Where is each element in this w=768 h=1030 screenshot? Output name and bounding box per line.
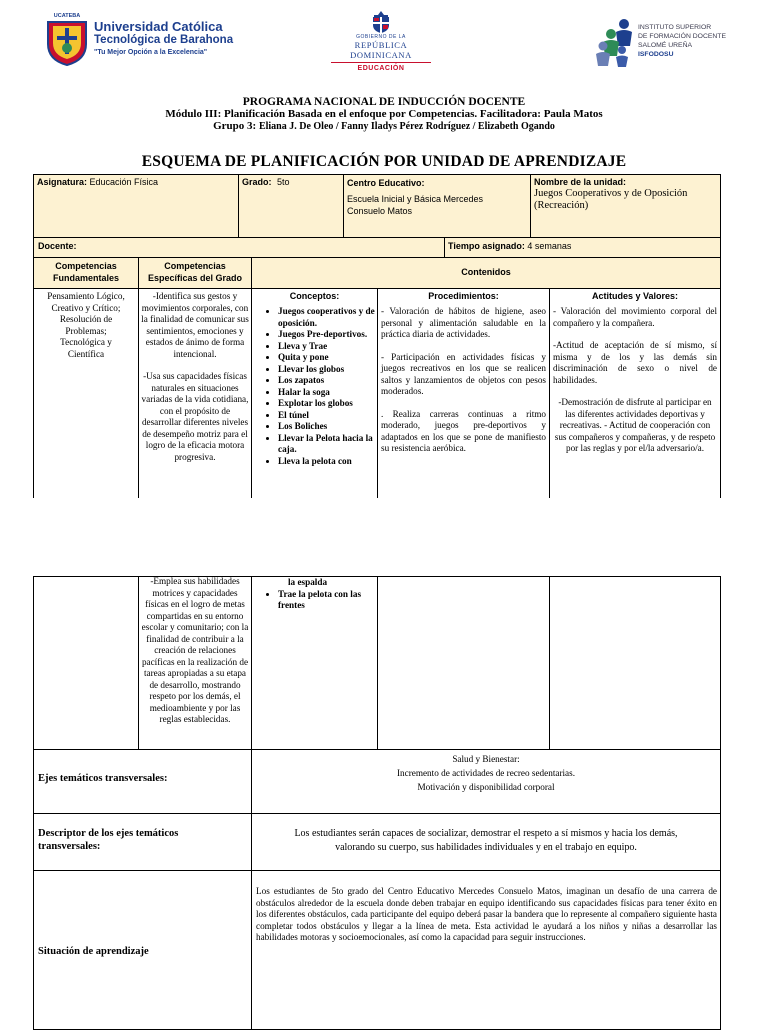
ucateba-line2: Tecnológica de Barahona bbox=[94, 34, 234, 46]
gobierno-line1: GOBIERNO DE LA bbox=[356, 34, 406, 40]
asignatura-field bbox=[37, 177, 158, 187]
situacion-text: Los estudiantes de 5to grado del Centro Educativo Mercedes Consuelo Matos, imaginan un desafío de una carrera de obstáculos alrededor de la escuela donde deben trabajar en equipo identificando sus capacidades físicas para tener éxito en los diferentes obstáculos, cada participante del equipo deberá pasar la bandera que lo represente al compañero siguiente hasta completar todos obstáculos y llegar a la línea de meta. Esta actividad le ayudará a los niños y niñas a desarrollar las habilidades motoras y socioemocionales, así como la capacidad para seguir instrucciones. bbox=[256, 886, 717, 942]
unidad-label: Nombre de la unidad: bbox=[534, 177, 627, 187]
fundamentales-header bbox=[33, 260, 139, 284]
gobierno-line2: REPÚBLICA DOMINICANA bbox=[350, 40, 412, 60]
group-label: Grupo 3: bbox=[213, 120, 257, 132]
unidad-value-line1: Juegos Cooperativos y de Oposición bbox=[534, 188, 688, 199]
ejes-line1: Salud y Bienestar: bbox=[452, 754, 520, 764]
isfodosu-line4: ISFODOSU bbox=[638, 51, 674, 58]
unidad-value-line2: (Recreación) bbox=[534, 200, 589, 211]
concept-continuation: la espalda bbox=[288, 577, 328, 587]
grado-label: Grado: bbox=[242, 177, 272, 187]
isfodosu-line3: SALOMÉ UREÑA bbox=[638, 42, 693, 49]
procedimientos-text bbox=[381, 306, 546, 455]
ucateba-shield-icon bbox=[44, 20, 90, 66]
fundamentales-cont-cell bbox=[33, 576, 139, 750]
ucateba-wordmark bbox=[94, 20, 233, 58]
ucateba-badge-label: UCATEBA bbox=[53, 13, 81, 19]
program-title: PROGRAMA NACIONAL DE INDUCCIÓN DOCENTE bbox=[242, 96, 526, 108]
descriptor-label bbox=[38, 827, 178, 853]
people-group-icon bbox=[594, 16, 636, 68]
concept-item: • Llevar los globos bbox=[278, 364, 376, 376]
ucateba-line1: Universidad Católica bbox=[94, 19, 223, 34]
asignatura-label: Asignatura: bbox=[37, 177, 88, 187]
conceptos-cont-list bbox=[256, 577, 376, 612]
procedimientos-cont-cell bbox=[377, 576, 550, 750]
actitudes-text bbox=[553, 306, 717, 455]
especificas-paragraph-3: -Emplea sus habilidades motrices y capacidades físicas en el logro de metas compartidas en su entorno escolar y comunitario; con la finalidad de contribuir a la creación de relaciones pacíficas en la realización de tareas apropiadas a su etapa de desarrollo, mostrando respeto por los demás, el medioambiente y por las reglas establecidas. bbox=[141, 576, 249, 724]
concept-item: • Quita y pone bbox=[278, 352, 376, 364]
concept-item: • Lleva y Trae bbox=[278, 341, 376, 353]
concept-item: • Los zapatos bbox=[278, 375, 376, 387]
fundamentales-line: Problemas; bbox=[65, 325, 107, 336]
contenidos-header: Contenidos bbox=[461, 267, 511, 277]
fundamentales-header-line1: Competencias bbox=[55, 261, 117, 271]
ucateba-tagline: "Tu Mejor Opción a la Excelencia" bbox=[94, 49, 208, 56]
concept-item: • Juegos Pre-deportivos. bbox=[278, 329, 376, 341]
isfodosu-wordmark bbox=[638, 23, 726, 59]
fundamentales-line: Resolución de bbox=[59, 314, 113, 324]
actitudes-cont-cell bbox=[549, 576, 721, 750]
tiempo-label: Tiempo asignado: bbox=[448, 241, 525, 251]
fundamentales-header-line2: Fundamentales bbox=[52, 273, 119, 283]
tiempo-value: 4 semanas bbox=[527, 241, 572, 251]
gobierno-rd-logo bbox=[328, 10, 434, 70]
descriptor-value bbox=[251, 827, 721, 855]
especificas-paragraph-2: -Usa sus capacidades físicas naturales en situaciones variadas de la vida cotidiana, con el propósito de desarrollar diferentes niveles de desempeño motriz para el logro de la eficacia motora progresiva. bbox=[141, 371, 249, 462]
actitudes-paragraph-1: - Valoración del movimiento corporal del compañero y la compañera. bbox=[553, 306, 717, 328]
coat-of-arms-icon bbox=[368, 10, 394, 34]
descriptor-label-line1: Descriptor de los ejes temáticos bbox=[38, 828, 179, 839]
procedimientos-paragraph-3: . Realiza carreras continuas a ritmo moderado, juegos pre-deportivos y adaptados en los que se pone de manifiesto su resistencia aeróbica. bbox=[381, 408, 546, 453]
descriptor-text-line2: valorando su cuerpo, sus habilidades individuales y en el trabajo en equipo. bbox=[335, 842, 637, 853]
conceptos-list bbox=[256, 306, 376, 467]
fundamentales-line: Científica bbox=[67, 348, 105, 359]
concept-item: • Trae la pelota con las frentes bbox=[278, 589, 376, 612]
especificas-text bbox=[141, 291, 249, 463]
gobierno-divider bbox=[331, 62, 431, 63]
fundamentales-line: Tecnológica y bbox=[60, 337, 112, 347]
centro-label: Centro Educativo: bbox=[347, 178, 425, 188]
ejes-line3: Motivación y disponibilidad corporal bbox=[417, 782, 555, 792]
centro-value-line1: Escuela Inicial y Básica Mercedes bbox=[347, 194, 484, 204]
conceptos-header: Conceptos: bbox=[289, 291, 340, 301]
concept-item: • Los Boliches bbox=[278, 421, 376, 433]
tiempo-field bbox=[448, 241, 571, 251]
isfodosu-line2: DE FORMACIÓN DOCENTE bbox=[638, 33, 726, 40]
descriptor-label-line2: transversales: bbox=[38, 841, 101, 852]
especificas-header-line2: Específicas del Grado bbox=[147, 273, 243, 283]
gobierno-line3: EDUCACIÓN bbox=[357, 65, 405, 72]
grado-value: 5to bbox=[277, 177, 290, 187]
asignatura-value: Educación Física bbox=[89, 177, 159, 187]
centro-field bbox=[347, 177, 483, 217]
group-members: Eliana J. De Oleo / Fanny Iladys Pérez Rodríguez / Elizabeth Ogando bbox=[258, 121, 555, 132]
concept-item: • Halar la soga bbox=[278, 387, 376, 399]
fundamentales-line: Creativo y Crítico; bbox=[51, 302, 121, 313]
docente-label: Docente: bbox=[38, 241, 77, 251]
concept-item: • Juegos cooperativos y de oposición. bbox=[278, 306, 376, 329]
centro-value-line2: Consuelo Matos bbox=[347, 206, 413, 216]
ejes-line2: Incremento de actividades de recreo sedentarias. bbox=[396, 768, 576, 778]
fundamentales-line: Pensamiento Lógico, bbox=[47, 291, 125, 301]
module-line: Módulo III: Planificación Basada en el enfoque por Competencias. Facilitadora: Paula Matos bbox=[165, 108, 603, 120]
unidad-field bbox=[534, 177, 687, 212]
especificas-paragraph-1: -Identifica sus gestos y movimientos corporales, con la finalidad de comunicar sus sentimientos, emociones y estados de ánimo de forma intencional. bbox=[141, 291, 249, 359]
group-line bbox=[0, 120, 768, 132]
situacion-label: Situación de aprendizaje bbox=[38, 946, 149, 957]
descriptor-text-line1: Los estudiantes serán capaces de socializar, demostrar el respeto a sí mismos y hacia los demás, bbox=[294, 828, 678, 839]
document-title: ESQUEMA DE PLANIFICACIÓN POR UNIDAD DE APRENDIZAJE bbox=[141, 153, 627, 170]
isfodosu-line1: INSTITUTO SUPERIOR bbox=[638, 24, 712, 31]
concept-item: • El túnel bbox=[278, 410, 376, 422]
docente-cell bbox=[33, 237, 445, 258]
isfodosu-logo bbox=[594, 16, 636, 68]
procedimientos-paragraph-2: - Participación en actividades físicas y juegos recreativos en los que se realicen saltos y lanzamientos de objetos con pesos moderados. bbox=[381, 351, 546, 396]
actitudes-header: Actitudes y Valores: bbox=[591, 291, 679, 301]
actitudes-paragraph-3: -Demostración de disfrute al participar en las diferentes actividades deportivas y recreativas. - Actitud de cooperación con sus compañeros y compañeras, y de respeto por las reglas y por el/la adversario/a. bbox=[554, 397, 716, 453]
procedimientos-paragraph-1: - Valoración de hábitos de higiene, aseo personal y alimentación saludable en la práctica diaria de actividades. bbox=[381, 306, 546, 339]
procedimientos-header: Procedimientos: bbox=[428, 291, 499, 301]
ejes-label: Ejes temáticos transversales: bbox=[38, 773, 168, 784]
concept-item: • Lleva la pelota con bbox=[278, 456, 376, 468]
grado-field bbox=[242, 177, 290, 187]
concept-item: • Llevar la Pelota hacia la caja. bbox=[278, 433, 376, 456]
ucateba-logo bbox=[44, 14, 90, 66]
fundamentales-text bbox=[35, 291, 137, 360]
actitudes-paragraph-2: -Actitud de aceptación de sí mismo, sí misma y de los y las demás sin discriminación de sexo o nivel de habilidades. bbox=[553, 340, 717, 385]
especificas-header-line1: Competencias bbox=[164, 261, 226, 271]
concept-item: • Explotar los globos bbox=[278, 398, 376, 410]
ejes-value bbox=[251, 752, 721, 794]
especificas-header bbox=[138, 260, 252, 284]
